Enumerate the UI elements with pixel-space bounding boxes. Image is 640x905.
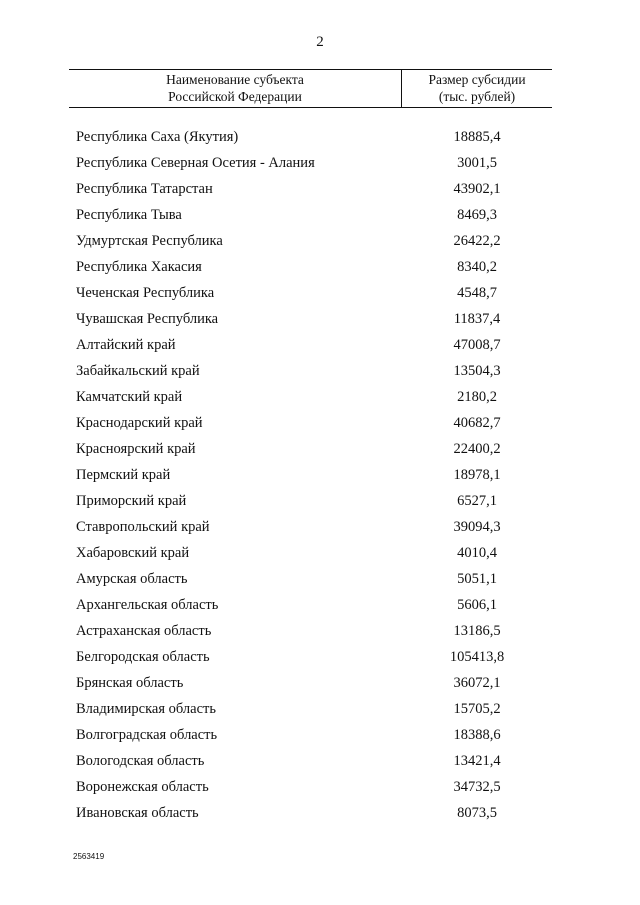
table-body: [0, 124, 640, 826]
table-row: [0, 358, 640, 384]
subject-name: Республика Тыва: [76, 207, 182, 223]
subsidy-amount: 5606,1: [457, 597, 497, 613]
table-row: [0, 540, 640, 566]
subsidy-amount: 18388,6: [453, 727, 501, 743]
column-header-subject-line2: Российской Федерации: [168, 89, 302, 104]
subsidy-amount: 36072,1: [453, 675, 501, 691]
subject-name: Чеченская Республика: [76, 285, 215, 301]
subject-name: Амурская область: [76, 571, 188, 587]
table-row: [0, 800, 640, 826]
subject-name: Владимирская область: [76, 701, 216, 717]
subject-name: Республика Татарстан: [76, 181, 213, 197]
subsidy-amount: 13504,3: [453, 363, 501, 379]
subsidy-amount: 43902,1: [453, 181, 501, 197]
subsidy-amount: 3001,5: [457, 155, 497, 171]
table-row: [0, 696, 640, 722]
subject-name: Чувашская Республика: [76, 311, 219, 327]
table-row: [0, 644, 640, 670]
table-row: [0, 618, 640, 644]
subject-name: Красноярский край: [76, 441, 196, 457]
subsidy-amount: 13186,5: [453, 623, 501, 639]
subject-name: Воронежская область: [76, 779, 209, 795]
column-header-subsidy: [402, 71, 552, 105]
subject-name: Республика Хакасия: [76, 259, 202, 275]
subsidy-amount: 8340,2: [457, 259, 497, 275]
subsidy-amount: 22400,2: [453, 441, 501, 457]
subject-name: Республика Северная Осетия - Алания: [76, 155, 315, 171]
column-header-subsidy-line2: (тыс. рублей): [438, 89, 516, 104]
subsidy-amount: 105413,8: [449, 649, 505, 665]
subject-name: Астраханская область: [76, 623, 212, 639]
subject-name: Пермский край: [76, 467, 171, 483]
subject-name: Вологодская область: [76, 753, 205, 769]
table-row: [0, 124, 640, 150]
subject-name: Белгородская область: [76, 649, 210, 665]
subject-name: Ивановская область: [76, 805, 199, 821]
subsidy-amount: 5051,1: [457, 571, 497, 587]
table-row: [0, 384, 640, 410]
subject-name: Архангельская область: [76, 597, 219, 613]
subsidy-amount: 18978,1: [453, 467, 501, 483]
table-row: [0, 566, 640, 592]
table-row: [0, 670, 640, 696]
subject-name: Забайкальский край: [76, 363, 200, 379]
subject-name: Удмуртская Республика: [76, 233, 223, 249]
column-header-subject: [69, 71, 401, 105]
table-row: [0, 228, 640, 254]
table-row: [0, 176, 640, 202]
subsidy-amount: 39094,3: [453, 519, 501, 535]
subject-name: Камчатский край: [76, 389, 183, 405]
subject-name: Волгоградская область: [76, 727, 218, 743]
subsidy-amount: 11837,4: [453, 311, 501, 327]
subsidy-amount: 26422,2: [453, 233, 501, 249]
subsidy-amount: 34732,5: [453, 779, 501, 795]
subsidy-amount: 2180,2: [457, 389, 497, 405]
subsidy-amount: 13421,4: [453, 753, 501, 769]
subsidy-amount: 15705,2: [453, 701, 501, 717]
table-row: [0, 514, 640, 540]
subject-name: Краснодарский край: [76, 415, 203, 431]
table-row: [0, 202, 640, 228]
subsidy-amount: 18885,4: [453, 129, 501, 145]
table-row: [0, 488, 640, 514]
page-number: 2: [316, 34, 324, 50]
table-row: [0, 722, 640, 748]
subject-name: Алтайский край: [76, 337, 176, 353]
subsidy-amount: 47008,7: [453, 337, 501, 353]
table-row: [0, 410, 640, 436]
subject-name: Ставропольский край: [76, 519, 210, 535]
table-row: [0, 254, 640, 280]
subsidy-amount: 40682,7: [453, 415, 501, 431]
subsidy-amount: 4548,7: [457, 285, 497, 301]
table-row: [0, 436, 640, 462]
subsidy-amount: 8073,5: [457, 805, 497, 821]
subject-name: Хабаровский край: [76, 545, 190, 561]
document-code: 2563419: [73, 852, 105, 861]
table-row: [0, 748, 640, 774]
column-header-subject-line1: Наименование субъекта: [166, 72, 304, 87]
table-row: [0, 306, 640, 332]
table-row: [0, 150, 640, 176]
subsidy-amount: 8469,3: [457, 207, 497, 223]
subsidy-amount: 6527,1: [457, 493, 497, 509]
subject-name: Приморский край: [76, 493, 187, 509]
subsidy-amount: 4010,4: [457, 545, 497, 561]
subject-name: Брянская область: [76, 675, 184, 691]
table-header: [69, 69, 552, 108]
table-row: [0, 332, 640, 358]
column-header-subsidy-line1: Размер субсидии: [428, 72, 526, 87]
table-row: [0, 592, 640, 618]
table-row: [0, 462, 640, 488]
table-row: [0, 774, 640, 800]
subject-name: Республика Саха (Якутия): [76, 129, 239, 145]
table-row: [0, 280, 640, 306]
